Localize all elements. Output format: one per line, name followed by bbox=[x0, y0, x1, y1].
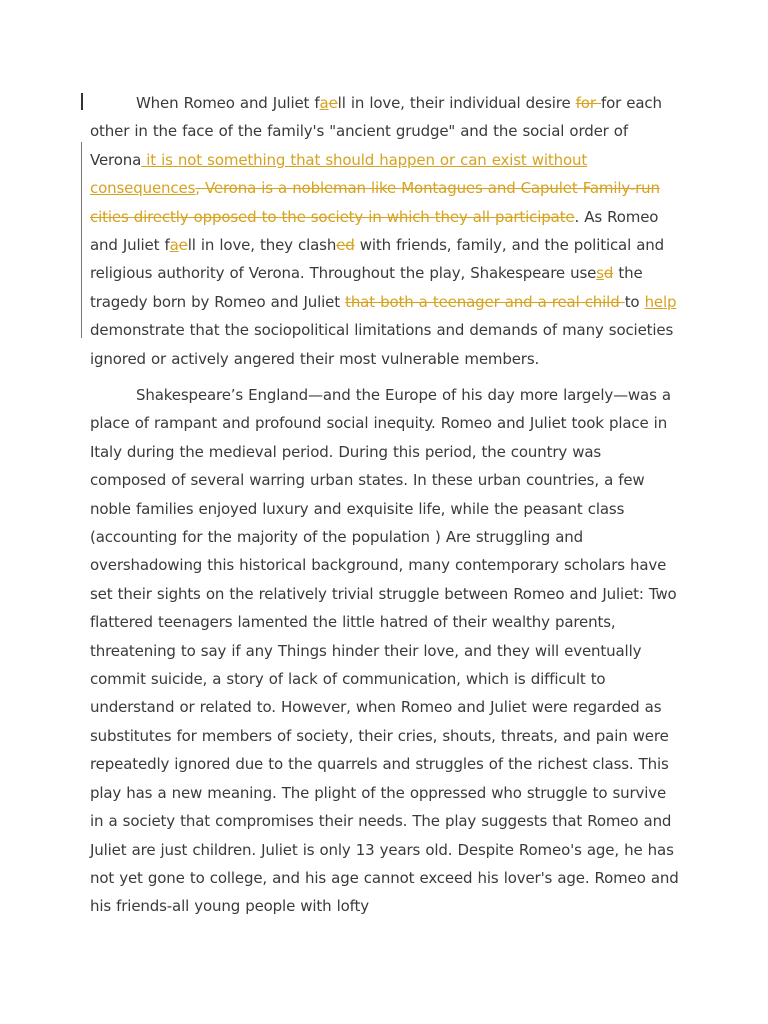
body-text: the tragedy born by Romeo and Juliet bbox=[90, 264, 643, 311]
deleted-text: ed bbox=[336, 236, 355, 255]
paragraph-1[interactable] bbox=[90, 89, 682, 373]
deleted-text: for bbox=[575, 94, 601, 112]
body-text: to bbox=[624, 292, 645, 311]
body-text: with friends, family, and the political and religious authority of Verona. Throughout the play, Shakespeare use bbox=[90, 236, 665, 283]
body-text: ll in love, their individual desire bbox=[337, 94, 576, 112]
change-bar bbox=[81, 142, 82, 338]
paragraph-1-body bbox=[90, 94, 676, 368]
paragraph-2[interactable] bbox=[90, 381, 682, 921]
deleted-text: e bbox=[328, 94, 338, 112]
body-text: When Romeo and Juliet f bbox=[136, 94, 320, 112]
text-cursor bbox=[81, 93, 83, 110]
deleted-text: d bbox=[603, 264, 614, 283]
body-text: . As Romeo and Juliet f bbox=[90, 207, 659, 255]
body-text: for each other in the face of the family's "ancient grudge" and the social order of Verona bbox=[90, 94, 662, 169]
inserted-text: help bbox=[644, 292, 677, 311]
deleted-text: e bbox=[178, 236, 188, 255]
body-text: ll in love, they clash bbox=[187, 236, 337, 255]
body-text: demonstrate that the sociopolitical limitations and demands of many societies ignored or actively angered their most vulnerable members. bbox=[90, 321, 674, 368]
inserted-text: a bbox=[319, 94, 329, 112]
paragraph-2-text: Shakespeare’s England—and the Europe of his day more largely—was a place of rampant and profound social inequity. Romeo and Juliet took place in Italy during the medieval period. During this period, the country was composed of several warring urban states. In these urban countries, a few noble families enjoyed luxury and exquisite life, while the peasant class (accounting for the majority of the population ) Are struggling and overshadowing this historical background, many contemporary scholars have set their sights on the relatively trivial struggle between Romeo and Juliet: Two flattered teenagers lamented the little hatred of their wealthy parents, threatening to say if any Things hinder their love, and they will eventually commit suicide, a story of lack of communication, which is difficult to understand or related to. However, when Romeo and Juliet were regarded as substitutes for members of society, their cries, shouts, threats, and pain were repeatedly ignored due to the quarrels and struggles of the richest class. This play has a new meaning. The plight of the oppressed who struggle to survive in a society that compromises their needs. The play suggests that Romeo and Juliet are just children. Juliet is only 13 years old. Despite Romeo's age, he has not yet gone to college, and his age cannot exceed his lover's age. Romeo and his friends-all young people with lofty bbox=[90, 386, 679, 916]
inserted-text: it is not something that should happen or can exist without consequences bbox=[90, 150, 588, 198]
inserted-text: a bbox=[169, 236, 179, 255]
deleted-text: , Verona is a nobleman like Montagues and Capulet Family-run cities directly opposed to the society in which they all participate bbox=[90, 179, 660, 226]
inserted-text: s bbox=[596, 264, 604, 283]
deleted-text: that both a teenager and a real child bbox=[345, 292, 625, 311]
